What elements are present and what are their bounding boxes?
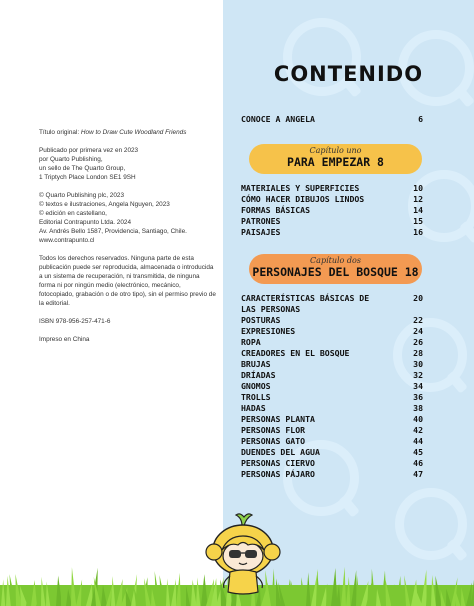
toc-entry-page: 36 xyxy=(413,392,423,402)
toc-entry-page: 15 xyxy=(413,216,423,226)
toc-entry-label: PERSONAS PÁJARO xyxy=(241,469,315,479)
toc-entry-label: PERSONAS GATO xyxy=(241,436,306,446)
character-illustration xyxy=(202,512,284,606)
toc-entry[interactable] xyxy=(241,315,423,326)
toc-entry[interactable] xyxy=(241,337,423,348)
toc-entry-page: 16 xyxy=(413,227,423,237)
toc-entry[interactable] xyxy=(241,194,423,205)
rights-notice: Todos los derechos reservados. Ninguna parte de esta publicación puede ser reproducida, almacenada o introducida a un sistema de recuperación, ni transmitida, de ninguna forma ni por ningún medio (electrónico, mecánico, fotocopiado, grabación o de otro tipo), sin el permiso previo de la editorial. xyxy=(39,255,216,307)
toc-entry-page: 28 xyxy=(413,348,423,358)
chapter-banner[interactable] xyxy=(249,254,422,284)
publication-line: por Quarto Publishing, xyxy=(39,156,103,163)
toc-entry-label: EXPRESIONES xyxy=(241,326,296,336)
toc-entry-label: PERSONAS FLOR xyxy=(241,425,306,435)
toc-entry[interactable] xyxy=(241,205,423,216)
toc-entry-page: 6 xyxy=(418,114,423,124)
toc-entry[interactable] xyxy=(241,392,423,403)
toc-entry-page: 22 xyxy=(413,315,423,325)
publication-line: 1 Triptych Place London SE1 9SH xyxy=(39,174,136,181)
copyright-info xyxy=(39,191,217,245)
toc-entry-intro[interactable] xyxy=(241,114,423,125)
toc-entry-label: CÓMO HACER DIBUJOS LINDOS xyxy=(241,194,365,204)
printed-in: Impreso en China xyxy=(39,336,90,343)
toc-entry-page: 30 xyxy=(413,359,423,369)
credits-block xyxy=(39,128,217,353)
toc-entry[interactable] xyxy=(241,469,423,480)
toc-entry-page: 12 xyxy=(413,194,423,204)
toc-entry[interactable] xyxy=(241,370,423,381)
toc-entry-page: 24 xyxy=(413,326,423,336)
toc-entry-label: DUENDES DEL AGUA xyxy=(241,447,320,457)
toc-entry-label: PERSONAS CIERVO xyxy=(241,458,315,468)
toc-entry-label: FORMAS BÁSICAS xyxy=(241,205,311,215)
toc-entry[interactable] xyxy=(241,403,423,414)
toc-entry[interactable] xyxy=(241,216,423,227)
toc-entry[interactable] xyxy=(241,227,423,238)
toc-entry-label: CARACTERÍSTICAS BÁSICAS DE LAS PERSONAS xyxy=(241,293,370,314)
toc-entry-page: 47 xyxy=(413,469,423,479)
original-title-prefix: Título original: xyxy=(39,129,80,136)
toc-entry-page: 20 xyxy=(413,293,423,303)
toc-entry-page: 26 xyxy=(413,337,423,347)
copyright-line: © textos e ilustraciones, Angela Nguyen, 2023 xyxy=(39,201,170,208)
toc-entry-page: 40 xyxy=(413,414,423,424)
original-title-name: How to Draw Cute Woodland Friends xyxy=(80,129,187,136)
isbn: ISBN 978-956-257-471-6 xyxy=(39,318,111,325)
toc-entry-page: 45 xyxy=(413,447,423,457)
copyright-line: Av. Andrés Bello 1587, Providencia, Santiago, Chile. xyxy=(39,228,187,235)
toc-entry[interactable] xyxy=(241,326,423,337)
copyright-line: www.contrapunto.cl xyxy=(39,237,95,244)
toc-entry-label: GNOMOS xyxy=(241,381,271,391)
toc-entry-label: POSTURAS xyxy=(241,315,281,325)
original-title xyxy=(39,128,217,137)
toc-entry-page: 10 xyxy=(413,183,423,193)
toc-entry-label: CREADORES EN EL BOSQUE xyxy=(241,348,350,358)
chapter-title: PARA EMPEZAR 8 xyxy=(287,155,384,169)
toc-entry-label: HADAS xyxy=(241,403,266,413)
copyright-line: © Quarto Publishing plc, 2023 xyxy=(39,192,124,199)
toc-entry-label: DRÍADAS xyxy=(241,370,276,380)
toc-entry-label: MATERIALES Y SUPERFICIES xyxy=(241,183,360,193)
toc-entry-page: 34 xyxy=(413,381,423,391)
publication-line: Publicado por primera vez en 2023 xyxy=(39,147,139,154)
publication-line: un sello de The Quarto Group, xyxy=(39,165,126,172)
toc-entry-label: TROLLS xyxy=(241,392,271,402)
toc-entry-page: 44 xyxy=(413,436,423,446)
toc-entry-page: 42 xyxy=(413,425,423,435)
toc-entry-label: ROPA xyxy=(241,337,261,347)
chapter-label: Capítulo uno xyxy=(309,146,362,155)
toc-entry-page: 38 xyxy=(413,403,423,413)
copyright-line: Editorial Contrapunto Ltda. 2024 xyxy=(39,219,132,226)
copyright-line: © edición en castellano, xyxy=(39,210,107,217)
toc-entry[interactable] xyxy=(241,436,423,447)
toc-entry[interactable] xyxy=(241,293,423,314)
toc-entry[interactable] xyxy=(241,414,423,425)
toc-entry[interactable] xyxy=(241,348,423,359)
toc-entry-page: 14 xyxy=(413,205,423,215)
toc-entry-label: PERSONAS PLANTA xyxy=(241,414,315,424)
toc-entry-label: PATRONES xyxy=(241,216,281,226)
chapter-title: PERSONAJES DEL BOSQUE 18 xyxy=(252,265,419,279)
toc-entry-label: PAISAJES xyxy=(241,227,281,237)
toc-entry[interactable] xyxy=(241,425,423,436)
toc-entry-label: CONOCE A ANGELA xyxy=(241,114,315,124)
toc-entry[interactable] xyxy=(241,458,423,469)
toc-entry[interactable] xyxy=(241,381,423,392)
toc-entry[interactable] xyxy=(241,447,423,458)
toc-entry[interactable] xyxy=(241,183,423,194)
chapter-banner[interactable] xyxy=(249,144,422,174)
chapter-label: Capítulo dos xyxy=(310,256,361,265)
toc-entry[interactable] xyxy=(241,359,423,370)
toc-entry-page: 32 xyxy=(413,370,423,380)
contents-title: CONTENIDO xyxy=(273,62,424,86)
toc-entry-page: 46 xyxy=(413,458,423,468)
publication-info xyxy=(39,146,217,182)
toc-entry-label: BRUJAS xyxy=(241,359,271,369)
